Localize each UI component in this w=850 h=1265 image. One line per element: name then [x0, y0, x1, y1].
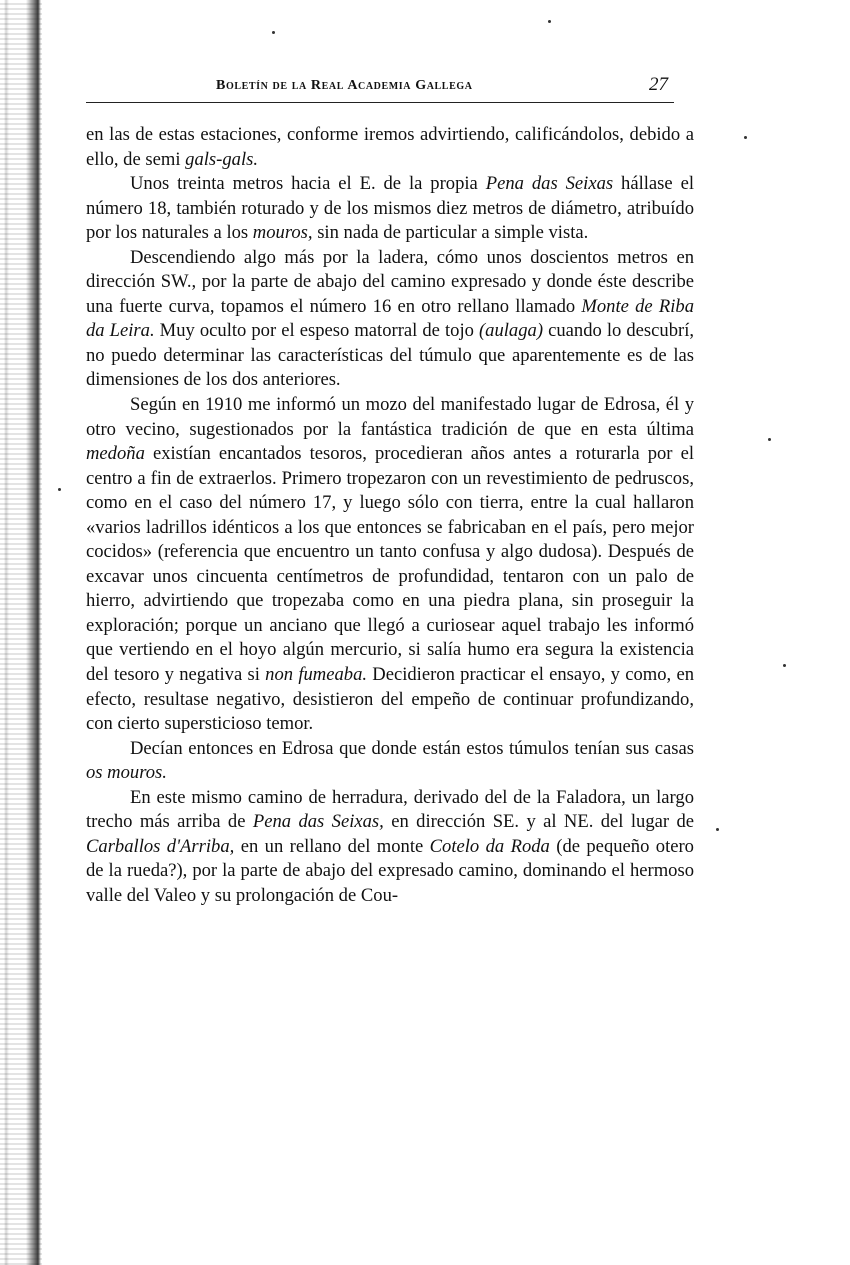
scan-speck	[58, 488, 61, 491]
page-binding-edge	[0, 0, 42, 1265]
text-run: Descendiendo algo más por la ladera, cómo unos doscientos metros en dirección SW., por la parte de abajo del camino expresado y donde éste describe una fuerte curva, topamos el número 16 en otro rellano llamado	[86, 246, 694, 317]
italic-term: os mouros.	[86, 762, 167, 784]
scan-speck	[272, 31, 275, 34]
text-run: en dirección SE. y al NE. del lugar de	[383, 811, 694, 833]
italic-term: Pena das Seixas	[485, 173, 614, 195]
page-number: 27	[649, 74, 668, 95]
text-run: En este mismo camino de herradura, derivado del de la Faladora, un largo trecho más arriba de	[86, 786, 694, 833]
scan-speck	[548, 20, 551, 23]
italic-term: Pena das Seixas,	[252, 811, 384, 833]
scan-speck	[716, 828, 719, 831]
text-run: Decidieron practicar el ensayo, y como, en efecto, resultase negativo, desistieron del empeño de continuar profundizando, con cierto supersticioso temor.	[86, 664, 694, 735]
text-run: Según en 1910 me informó un mozo del manifestado lugar de Edrosa, él y otro vecino, sugestionados por la fantástica tradición de que en esta última	[86, 394, 694, 440]
text-run: sin nada de particular a simple vista.	[312, 222, 589, 244]
text-run: hállase el número 18, también roturado y de los mismos diez metros de diámetro, atribuído por los naturales a los	[86, 173, 694, 244]
running-header	[86, 76, 674, 103]
scan-speck	[744, 136, 747, 139]
italic-term: non fumeaba.	[265, 664, 368, 686]
italic-term: mouros,	[252, 222, 313, 244]
paragraph	[86, 393, 694, 737]
scan-speck	[783, 664, 786, 667]
text-run: (de pequeño otero de la rueda?), por la parte de abajo del expresado camino, dominando el hermoso valle del Valeo y su prolongación de Cou-	[86, 835, 694, 906]
body-text	[86, 123, 694, 909]
paragraph	[86, 786, 694, 909]
italic-term: Monte de Riba da Leira.	[86, 295, 694, 342]
text-run: Decían entonces en Edrosa que donde están estos túmulos tenían sus casas	[130, 737, 694, 759]
text-run: en un rellano del monte	[234, 835, 430, 857]
italic-term: Cotelo da Roda	[429, 835, 550, 857]
paragraph	[86, 123, 694, 172]
text-run: existían encantados tesoros, procedieran años antes a roturarla por el centro a fin de extraerlos. Primero tropezaron con un revestimiento de pedruscos, como en el caso del número 17, y luego sólo con tierra, entre la cual hallaron «varios ladrillos idénticos a los que entonces se fabricaban en el país, pero mejor cocidos» (referencia que encuentro un tanto confusa y algo dudosa). Después de excavar unos cincuenta centímetros de profundidad, tentaron con un palo de hierro, advirtiendo que tropezaba como en una piedra plana, sin proseguir la exploración; porque un anciano que llegó a curiosear aquel trabajo les informó que vertiendo en el hoyo algún mercurio, si salía humo era segura la existencia del tesoro y negativa si	[86, 443, 694, 686]
text-run: en las de estas estaciones, conforme iremos advirtiendo, calificándolos, debido a ello, de semi	[86, 124, 694, 170]
paragraph	[86, 737, 694, 786]
text-run: Unos treinta metros hacia el E. de la propia	[130, 173, 486, 195]
text-run: cuando lo descubrí, no puedo determinar las características del túmulo que aparentemente es de las dimensiones de los dos anteriores.	[86, 320, 695, 391]
italic-term: Carballos d'Arriba,	[86, 835, 235, 857]
journal-title: Boletín de la Real Academia Gallega	[216, 78, 473, 93]
text-run: Muy oculto por el espeso matorral de tojo	[154, 320, 479, 342]
paragraph	[86, 172, 694, 246]
paragraph	[86, 246, 694, 393]
scan-speck	[768, 438, 771, 441]
italic-term: medoña	[86, 443, 145, 465]
italic-term: gals-gals.	[185, 148, 258, 170]
italic-term: (aulaga)	[478, 320, 544, 342]
